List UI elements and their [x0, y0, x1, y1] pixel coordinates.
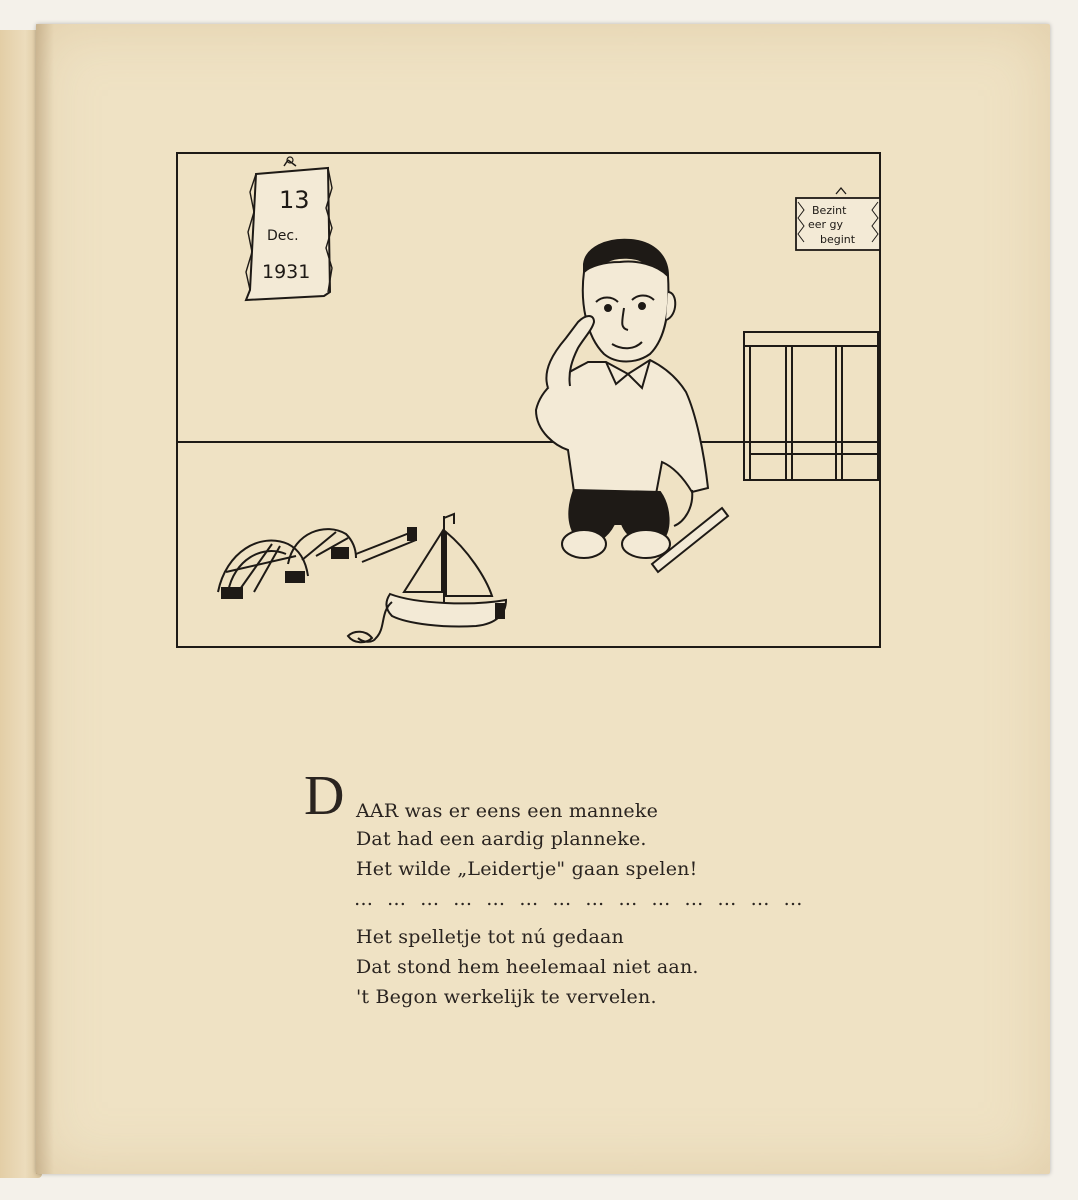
calendar-day: 13: [279, 186, 310, 214]
verse-ellipsis-line: … … … … … … … … … … … … … …: [354, 888, 807, 910]
toy-bridge: [218, 528, 416, 598]
verse-line-2: Dat had een aardig planneke.: [356, 828, 647, 850]
illustration: [176, 152, 881, 648]
toy-sailboat: [348, 514, 506, 642]
verse-line-5: Dat stond hem heelemaal niet aan.: [356, 956, 699, 978]
verse-line-1-text: AAR was er eens een manneke: [356, 800, 659, 822]
wall-sign-line3: begint: [820, 233, 856, 246]
verse-dropcap: D: [304, 765, 345, 827]
calendar-year: 1931: [262, 261, 311, 283]
book-page: [36, 24, 1050, 1174]
illustration-drawing: [176, 152, 881, 648]
man-figure: [536, 240, 728, 572]
wall-calendar: [246, 157, 332, 300]
wall-sign-line2: eer gy: [808, 218, 844, 231]
verse-line-6: 't Begon werkelijk te vervelen.: [356, 986, 657, 1008]
verse: [304, 764, 807, 1012]
cabinet: [744, 332, 878, 480]
page-gutter-shadow: [36, 24, 54, 1174]
verse-line-1: [304, 764, 784, 827]
wall-sign-line1: Bezint: [812, 204, 847, 217]
verse-line-3: Het wilde „Leidertje" gaan spelen!: [356, 858, 698, 880]
wall-sign: [796, 188, 880, 250]
calendar-month: Dec.: [267, 228, 299, 244]
verse-line-4: Het spelletje tot nú gedaan: [356, 926, 624, 948]
